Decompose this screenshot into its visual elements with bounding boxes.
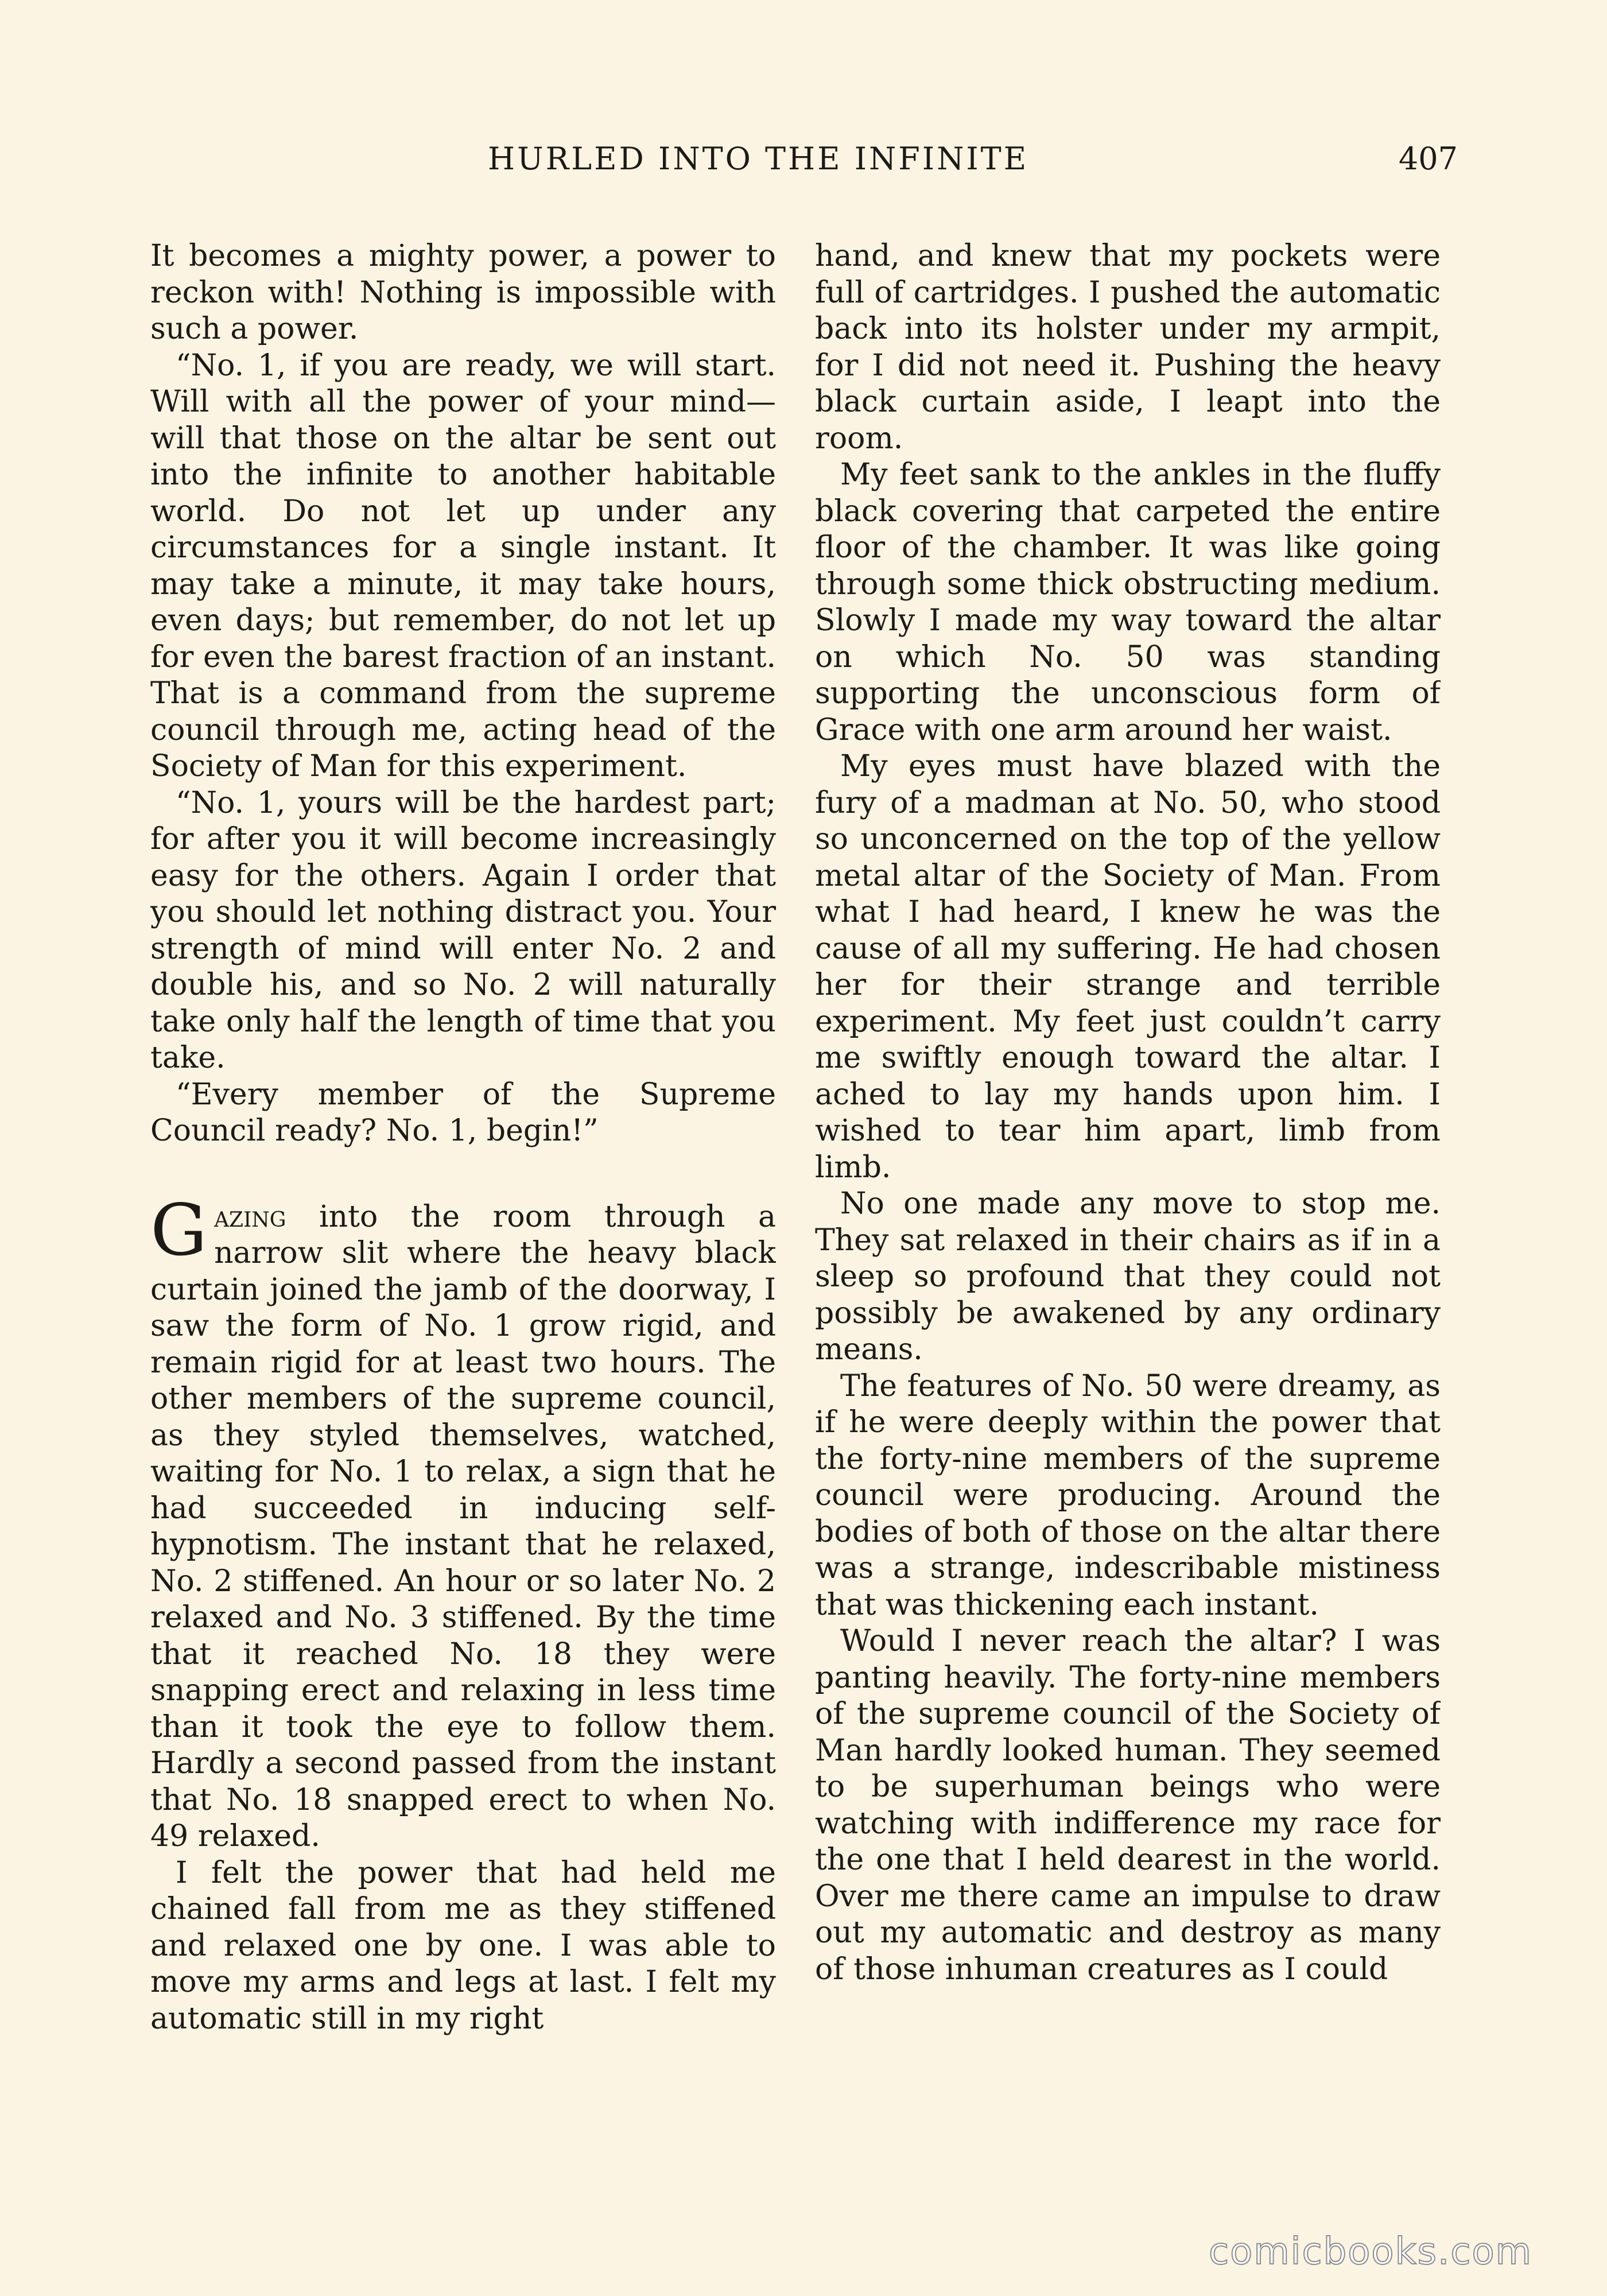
right-column xyxy=(815,238,1441,2167)
paragraph: “Every member of the Supreme Council ready? No. 1, begin!” xyxy=(150,1077,776,1148)
paragraph: No one made any move to stop me. They sat relaxed in their chairs as if in a sleep so profound that they could not possibly be awakened by any ordinary means. xyxy=(815,1186,1441,1367)
page-header xyxy=(149,141,1458,192)
paragraph: I felt the power that had held me chained fall from me as they stiffened and relaxed one by one. I was able to move my arms and legs at last. I felt my automatic still in my right xyxy=(150,1855,776,2036)
page-number: 407 xyxy=(1398,141,1458,177)
paragraph: My feet sank to the ankles in the fluffy black covering that carpeted the entire floor of the chamber. It was like going through some thick obstructing medium. Slowly I made my way toward the altar on which No. 50 was standing supporting the unconscious form of Grace with one arm around her waist. xyxy=(815,457,1441,747)
paragraph: The features of No. 50 were dreamy, as if he were deeply within the power that the forty-nine members of the supreme council were producing. Around the bodies of both of those on the altar there was a strange, indescribable mistiness that was thickening each instant. xyxy=(815,1368,1441,1622)
paragraph: “No. 1, yours will be the hardest part; for after you it will become increasingly easy for the others. Again I order that you should let nothing distract you. Your strength of mind will enter No. 2 and double his, and so No. 2 will naturally take only half the length of time that you take. xyxy=(150,785,776,1075)
drop-cap: G xyxy=(150,1189,208,1272)
running-title: HURLED INTO THE INFINITE xyxy=(488,141,1029,177)
section-text: into the room through a narrow slit where the heavy black curtain joined the jamb of the doorway, I saw the form of No. 1 grow rigid, and remain rigid for at least two hours. The other members of the supreme council, as they styled themselves, watched, waiting for No. 1 to relax, a sign that he had succeeded in inducing self-hypnotism. The instant that he relaxed, No. 2 stiffened. An hour or so later No. 2 relaxed and No. 3 stiffened. By the time that it reached No. 18 they were snapping erect and relaxing in less time than it took the eye to follow them. Hardly a second passed from the instant that No. 18 snapped erect to when No. 49 relaxed. xyxy=(150,1199,776,1853)
site-watermark: comicbooks.com xyxy=(1208,2231,1532,2273)
paragraph: “No. 1, if you are ready, we will start. Will with all the power of your mind—will that those on the altar be sent out into the infinite to another habitable world. Do not let up under any circumstances for a single instant. It may take a minute, it may take hours, even days; but remember, do not let up for even the barest fraction of an instant. That is a command from the supreme council through me, acting head of the Society of Man for this experiment. xyxy=(150,348,776,784)
paragraph: It becomes a mighty power, a power to reckon with! Nothing is impossible with such a power. xyxy=(150,239,776,346)
paragraph: hand, and knew that my pockets were full of cartridges. I pushed the automatic back into its holster under my armpit, for I did not need it. Pushing the heavy black curtain aside, I leapt into the room. xyxy=(815,239,1441,456)
paragraph: My eyes must have blazed with the fury of a madman at No. 50, who stood so unconcerned on the top of the yellow metal altar of the Society of Man. From what I had heard, I knew he was the cause of all my suffering. He had chosen her for their strange and terrible experiment. My feet just couldn’t carry me swiftly enough toward the altar. I ached to lay my hands upon him. I wished to tear him apart, limb from limb. xyxy=(815,749,1441,1185)
section-lead-word: azing xyxy=(214,1199,286,1234)
left-column xyxy=(150,238,776,2167)
section-opening-paragraph xyxy=(150,1189,776,1855)
paragraph: Would I never reach the altar? I was panting heavily. The forty-nine members of the supreme council of the Society of Man hardly looked human. They seemed to be superhuman beings who were watching with indifference my race for the one that I held dearest in the world. Over me there came an impulse to draw out my automatic and destroy as many of those inhuman creatures as I could xyxy=(815,1624,1441,1987)
